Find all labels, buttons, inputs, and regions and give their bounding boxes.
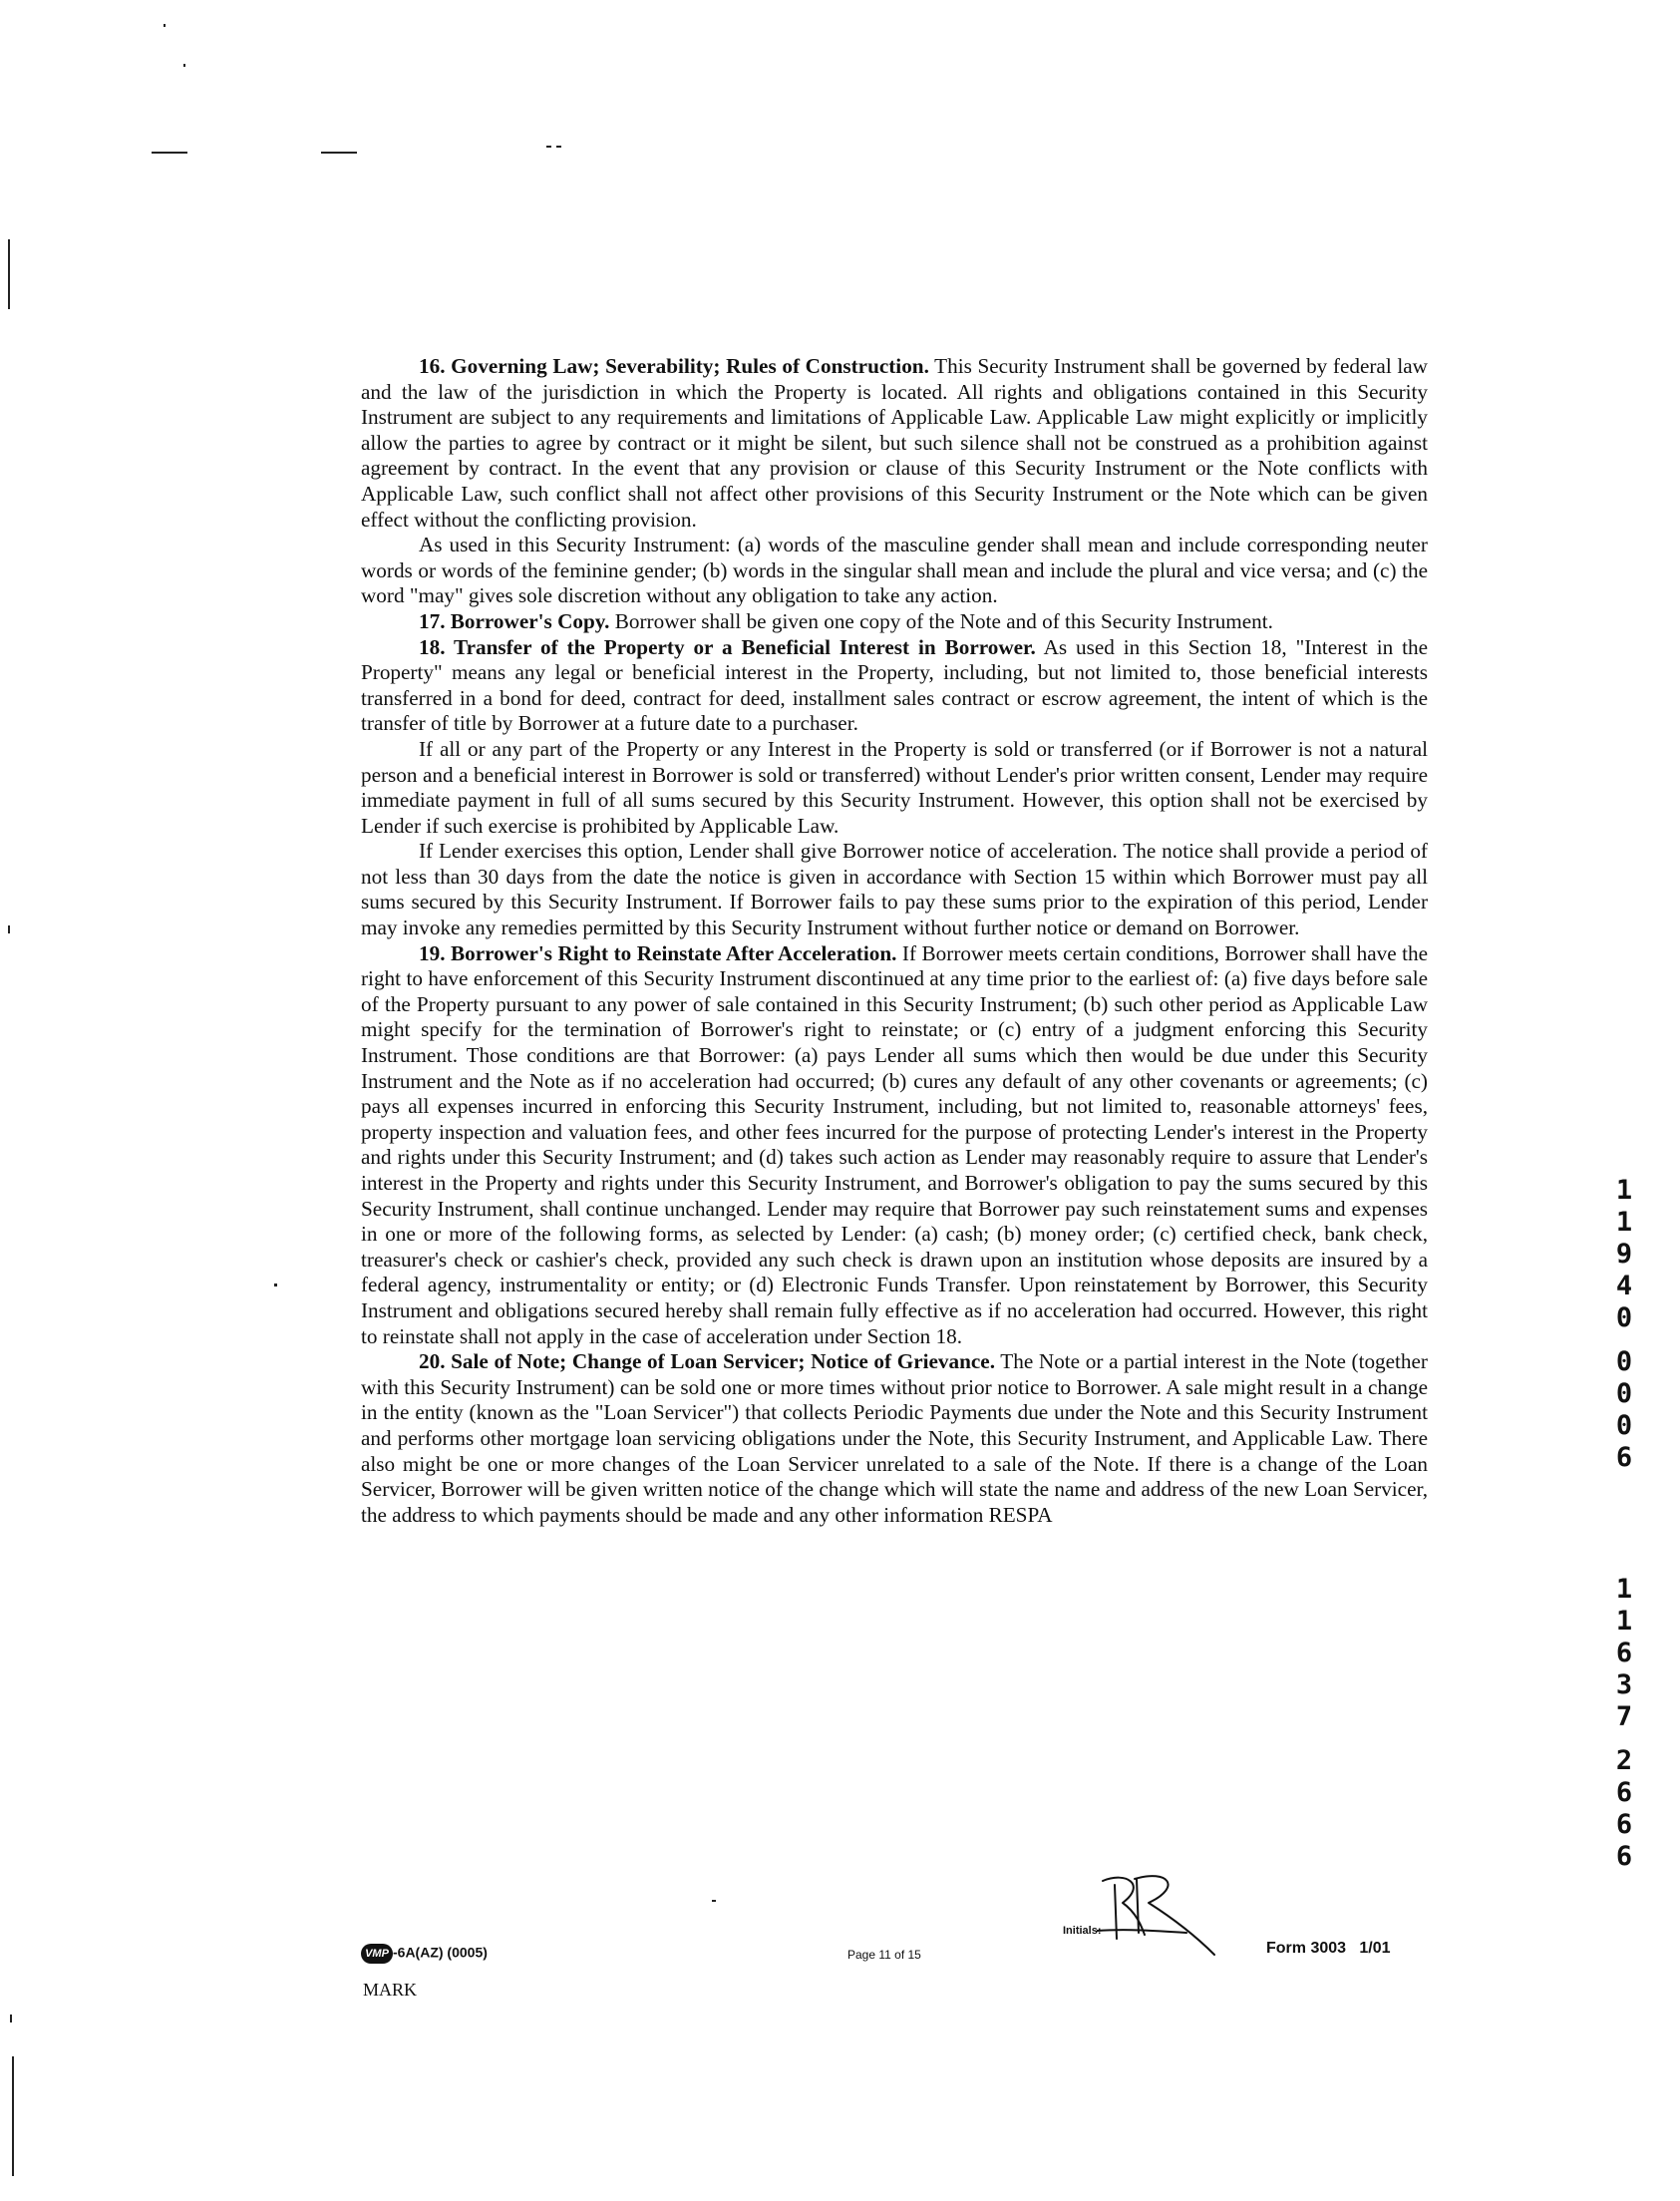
- scan-edge: [10, 2015, 12, 2022]
- paragraph-text: If all or any part of the Property or any Interest in the Property is sold or transferred (or if Borrower is not a natural person and a beneficial interest in Borrower is sold or transferred) without Lender's prior written consent, Lender may require immediate payment in full of all sums secured by this Security Instrument. However, this option shall not be exercised by Lender if such exercise is prohibited by Applicable Law.: [361, 736, 1428, 838]
- scan-mark: [8, 925, 10, 933]
- recording-digit: 0: [1615, 1302, 1633, 1333]
- paragraph: [361, 839, 1428, 940]
- paragraph-text: The Note or a partial interest in the Note (together with this Security Instrument) can be sold one or more times without prior notice to Borrower. A sale might result in a change in the entity (known as the "Loan Servicer") that collects Periodic Payments due under the Note and this Security Instrument and performs other mortgage loan servicing obligations under the Note, this Security Instrument, and Applicable Law. There also might be one or more changes of the Loan Servicer unrelated to a sale of the Note. If there is a change of the Loan Servicer, Borrower will be given written notice of the change which will state the name and address of the new Loan Servicer, the address to which payments should be made and any other information RESPA: [361, 1349, 1428, 1527]
- recording-digit: 1: [1615, 1175, 1633, 1206]
- paragraph-text: This Security Instrument shall be governed by federal law and the law of the jurisdiction in which the Property is located. All rights and obligations contained in this Security Instrument are subject to any requirements and limitations of Applicable Law. Applicable Law might explicitly or implicitly allow the parties to agree by contract or it might be silent, but such silence shall not be construed as a prohibition against agreement by contract. In the event that any provision or clause of this Security Instrument or the Note conflicts with Applicable Law, such conflict shall not affect other provisions of this Security Instrument or the Note which can be given effect without the conflicting provision.: [361, 354, 1428, 532]
- recording-digit: 0: [1615, 1410, 1633, 1441]
- section-heading: 19. Borrower's Right to Reinstate After Acceleration.: [419, 940, 897, 965]
- scan-edge: [12, 2056, 14, 2176]
- preparer-name: MARK: [363, 1980, 418, 2000]
- paragraph-text: If Lender exercises this option, Lender shall give Borrower notice of acceleration. The notice shall provide a period of not less than 30 days from the date the notice is given in accordance with Section 15 within which Borrower must pay all sums secured by this Security Instrument. If Borrower fails to pay these sums prior to the expiration of this period, Lender may invoke any remedies permitted by this Security Instrument without further notice or demand on Borrower.: [361, 839, 1428, 940]
- form-number: Form 3003 1/01: [1266, 1940, 1391, 1957]
- section-16: [361, 354, 1428, 609]
- scan-mark: [321, 152, 357, 154]
- recording-digit: 6: [1615, 1777, 1633, 1808]
- scan-mark: [152, 152, 187, 154]
- initials-label: Initials:: [1063, 1925, 1102, 1937]
- section-heading: 20. Sale of Note; Change of Loan Servicer; Notice of Grievance.: [419, 1349, 995, 1374]
- section-17: [361, 609, 1428, 635]
- recording-digit: 6: [1615, 1841, 1633, 1872]
- recording-digit: 2: [1615, 1745, 1633, 1776]
- initials-signature: [1097, 1873, 1226, 1968]
- page-number: Page 11 of 15: [847, 1948, 921, 1962]
- document-body: [361, 354, 1428, 1528]
- scan-mark: [546, 146, 551, 148]
- recording-digit: 1: [1615, 1606, 1633, 1637]
- paragraph: [361, 533, 1428, 609]
- section-20: [361, 1349, 1428, 1528]
- form-code: [361, 1944, 488, 1964]
- recording-digit: 9: [1615, 1239, 1633, 1270]
- paragraph-text: As used in this Section 18, "Interest in the Property" means any legal or beneficial interest in the Property, including, but not limited to, those beneficial interests transferred in a bond for deed, contract for deed, installment sales contract or escrow agreement, the intent of which is the transfer of title by Borrower at a future date to a purchaser.: [361, 634, 1428, 736]
- paragraph: [361, 941, 1428, 1350]
- recording-digit: 1: [1615, 1207, 1633, 1238]
- recording-digit: 6: [1615, 1809, 1633, 1840]
- scan-edge: [8, 239, 10, 309]
- paragraph: [361, 635, 1428, 737]
- recording-number: [1609, 1574, 1639, 1873]
- recording-digit: 6: [1615, 1638, 1633, 1668]
- recording-digit: 4: [1615, 1271, 1633, 1301]
- paragraph-text: As used in this Security Instrument: (a) words of the masculine gender shall mean and include corresponding neuter words or words of the feminine gender; (b) words in the singular shall mean and include the plural and vice versa; and (c) the word "may" gives sole discretion without any obligation to take any action.: [361, 533, 1428, 608]
- recording-digit: 6: [1615, 1442, 1633, 1473]
- form-code-text: -6A(AZ) (0005): [393, 1944, 488, 1961]
- scan-mark: [274, 1284, 277, 1286]
- scan-mark: [164, 24, 166, 27]
- scan-mark: [183, 64, 185, 67]
- scan-mark: [556, 146, 561, 148]
- section-heading: 17. Borrower's Copy.: [419, 608, 610, 633]
- recording-digit: 7: [1615, 1701, 1633, 1732]
- recording-number: [1609, 1175, 1639, 1474]
- paragraph-text: If Borrower meets certain conditions, Borrower shall have the right to have enforcement of this Security Instrument discontinued at any time prior to the earliest of: (a) five days before sale of the Property pursuant to any power of sale contained in this Security Instrument; (b) such other period as Applicable Law might specify for the termination of Borrower's right to reinstate; or (c) entry of a judgment enforcing this Security Instrument. Those conditions are that Borrower: (a) pays Lender all sums which then would be due under this Security Instrument and the Note as if no acceleration had occurred; (b) cures any default of any other covenants or agreements; (c) pays all expenses incurred in enforcing this Security Instrument, including, but not limited to, reasonable attorneys' fees, property inspection and valuation fees, and other fees incurred for the purpose of protecting Lender's interest in the Property and rights under this Security Instrument; and (d) takes such action as Lender may reasonably require to assure that Lender's interest in the Property and rights under this Security Instrument, and Borrower's obligation to pay the sums secured by this Security Instrument, shall continue unchanged. Lender may require that Borrower pay such reinstatement sums and expenses in one or more of the following forms, as selected by Lender: (a) cash; (b) money order; (c) certified check, bank check, treasurer's check or cashier's check, provided any such check is drawn upon an institution whose deposits are insured by a federal agency, instrumentality or entity; or (d) Electronic Funds Transfer. Upon reinstatement by Borrower, this Security Instrument and obligations secured hereby shall remain fully effective as if no acceleration had occurred. However, this right to reinstate shall not apply in the case of acceleration under Section 18.: [361, 940, 1428, 1348]
- paragraph: [361, 354, 1428, 533]
- paragraph: [361, 609, 1428, 635]
- recording-digit: 0: [1615, 1346, 1633, 1377]
- section-18: [361, 635, 1428, 941]
- recording-digit: 1: [1615, 1574, 1633, 1605]
- section-heading: 16. Governing Law; Severability; Rules of Construction.: [419, 354, 929, 378]
- recording-digit: 3: [1615, 1669, 1633, 1700]
- paragraph: [361, 737, 1428, 839]
- vmp-logo-icon: VMP: [361, 1944, 393, 1964]
- section-heading: 18. Transfer of the Property or a Beneficial Interest in Borrower.: [419, 634, 1036, 659]
- section-19: [361, 941, 1428, 1350]
- scan-mark: [712, 1900, 716, 1902]
- paragraph-text: Borrower shall be given one copy of the Note and of this Security Instrument.: [609, 608, 1273, 633]
- paragraph: [361, 1349, 1428, 1528]
- recording-digit: 0: [1615, 1378, 1633, 1409]
